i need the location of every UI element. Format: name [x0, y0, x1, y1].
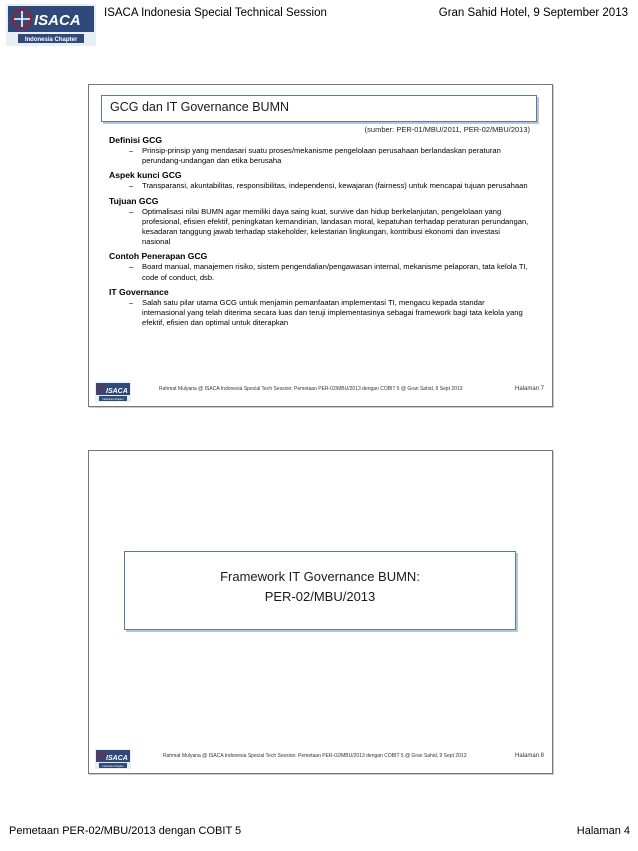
- section-bullet: [129, 298, 529, 329]
- bullet-text: Salah satu pilar utama GCG untuk menjamin pemanfaatan implementasi TI, mengacu kepada standar internasional yang telah diterima secara luas dan teruji implementasinya sebagai framework bagi tata kelola yang efektif, efisien dan optimal untuk diterapkan: [142, 297, 523, 328]
- section-bullet: [129, 146, 529, 166]
- dash-bullet: –: [129, 146, 134, 155]
- slide-8: [88, 450, 553, 774]
- page-footer-title: Pemetaan PER-02/MBU/2013 dengan COBIT 5: [9, 825, 242, 837]
- slide-title: GCG dan IT Governance BUMN: [110, 100, 290, 114]
- page-number: Halaman 4: [576, 825, 630, 837]
- slide-page-label: Halaman 8: [514, 753, 544, 759]
- slide-7: [88, 84, 553, 407]
- source-note: (sumber: PER-01/MBU/2011, PER-02/MBU/2013): [364, 125, 530, 134]
- slide-content: [109, 131, 529, 330]
- bullet-text: Transparansi, akuntabilitas, responsibilitas, independensi, kewajaran (fairness) untuk mencapai tujuan perusahaan: [142, 181, 528, 191]
- section-title-box: [124, 551, 516, 630]
- isaca-mini-logo: [95, 382, 131, 402]
- header-session-title: ISACA Indonesia Special Technical Session: [104, 7, 327, 19]
- section-heading: IT Governance: [109, 286, 169, 297]
- slide-footer-text: Rahmat Mulyana @ ISACA Indonesia Special Tech Session: Pemetaan PER-02/MBU/2013 dengan COBIT 5 @ Gran Sahid, 9 Sept 2013: [159, 386, 463, 392]
- bullet-text: Board manual, manajemen risiko, sistem pengendalian/pengawasan internal, mekanisme pelaporan, tata kelola TI, code of conduct, dsb.: [142, 262, 528, 282]
- header-venue-date: Gran Sahid Hotel, 9 September 2013: [438, 7, 628, 19]
- isaca-logo: [6, 4, 96, 46]
- slide-footer-text: Rahmat Mulyana @ ISACA Indonesia Special Tech Session: Pemetaan PER-02/MBU/2013 dengan COBIT 5 @ Gran Sahid, 9 Sept 2013: [163, 753, 467, 759]
- logo-text: ISACA: [34, 12, 81, 29]
- slide-footer: [89, 378, 552, 406]
- dash-bullet: –: [129, 297, 134, 307]
- dash-bullet: –: [129, 181, 134, 191]
- section-title-line-1: Framework IT Governance BUMN:: [220, 569, 420, 584]
- section-heading: Tujuan GCG: [109, 195, 159, 206]
- mini-logo-subtitle: Indonesia Chapter: [102, 398, 124, 401]
- dash-bullet: –: [129, 206, 134, 216]
- mini-logo-text: ISACA: [106, 388, 128, 395]
- slide-page-label: Halaman 7: [514, 386, 544, 392]
- bullet-text: Optimalisasi nilai BUMN agar memiliki daya saing kuat, survive dan hidup berkelanjutan, pengelolaan yang profesional, efisien efektif, peningkatan kemandirian, landasan moral, kepatuhan terhadap peraturan perundangan, kesadaran tanggung jawab terhadap stakeholder, kelestarian lingkungan, kontribusi ekonomi dan investasi nasional: [142, 206, 529, 247]
- dash-bullet: –: [129, 262, 134, 272]
- section-heading: Contoh Penerapan GCG: [109, 251, 208, 262]
- section-bullet: [129, 207, 529, 248]
- section-heading: Aspek kunci GCG: [109, 170, 182, 181]
- mini-logo-text: ISACA: [106, 755, 128, 762]
- section-bullet: [129, 181, 529, 191]
- bullet-text: Prinsip-prinsip yang mendasari suatu proses/mekanisme pengelolaan perusahaan berlandaskan peraturan perundang-undangan dan etika berusaha: [142, 146, 501, 166]
- section-bullet: [129, 262, 529, 282]
- slide-title-box: [101, 95, 537, 122]
- logo-subtitle: Indonesia Chapter: [24, 37, 78, 43]
- slide-footer: [89, 745, 552, 773]
- section-title-line-2: PER-02/MBU/2013: [264, 589, 376, 604]
- mini-logo-subtitle: Indonesia Chapter: [102, 765, 124, 768]
- page-header: [0, 0, 638, 50]
- section-heading: Definisi GCG: [109, 135, 163, 145]
- isaca-mini-logo: [95, 749, 131, 769]
